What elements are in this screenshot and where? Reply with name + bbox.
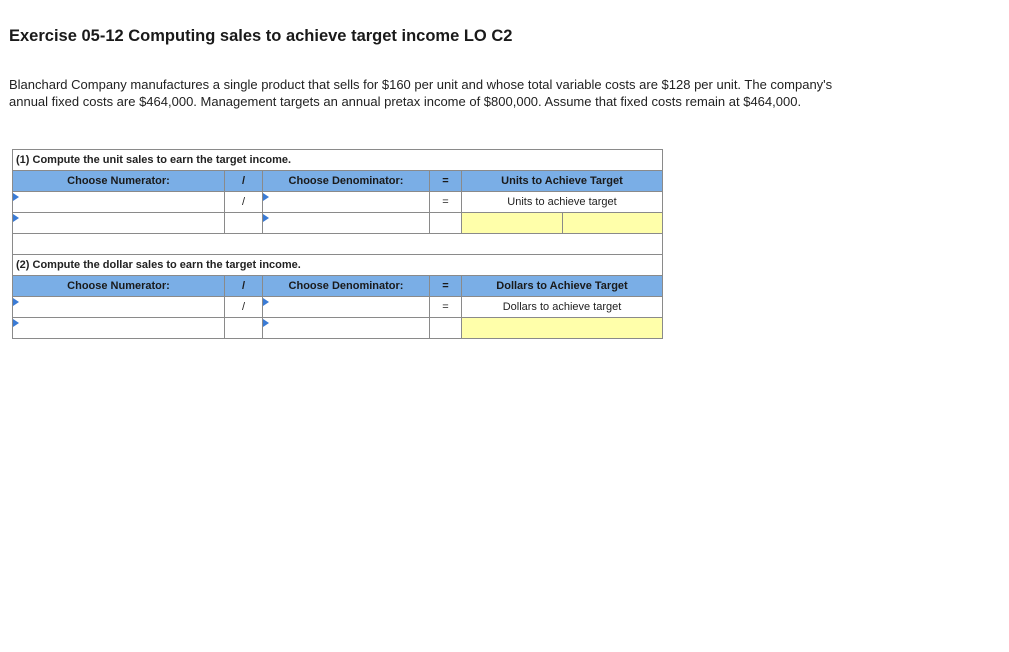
problem-text: Blanchard Company manufactures a single product that sells for $160 per unit and whose total variable costs are $128 per unit. The company's annual fixed costs are $464,000. Management targets an annual pretax income of $800,000. Assume that fixed costs remain at $464,000. [9, 77, 833, 109]
divide-sign: / [225, 192, 263, 213]
equals-sign: = [430, 192, 462, 213]
denominator-dropdown[interactable] [263, 297, 430, 318]
dropdown-arrow-icon [263, 214, 269, 222]
divide-header: / [225, 171, 263, 192]
denominator-value-input[interactable] [263, 318, 430, 339]
part2-title: (2) Compute the dollar sales to earn the target income. [13, 255, 663, 276]
denominator-dropdown[interactable] [263, 192, 430, 213]
spacer-row [13, 234, 663, 255]
result-header: Dollars to Achieve Target [462, 276, 663, 297]
dropdown-arrow-icon [263, 298, 269, 306]
divide-header: / [225, 276, 263, 297]
empty-cell [225, 213, 263, 234]
dropdown-arrow-icon [13, 214, 19, 222]
dropdown-arrow-icon [263, 193, 269, 201]
denominator-value-input[interactable] [263, 213, 430, 234]
equals-header: = [430, 276, 462, 297]
part1-title: (1) Compute the unit sales to earn the target income. [13, 150, 663, 171]
numerator-header: Choose Numerator: [13, 276, 225, 297]
numerator-value-input[interactable] [13, 213, 225, 234]
denominator-header: Choose Denominator: [263, 171, 430, 192]
denominator-header: Choose Denominator: [263, 276, 430, 297]
empty-cell [430, 213, 462, 234]
dropdown-arrow-icon [13, 319, 19, 327]
result-label: Units to achieve target [462, 192, 663, 213]
dropdown-arrow-icon [13, 298, 19, 306]
units-result-input-2[interactable] [563, 213, 663, 234]
numerator-dropdown[interactable] [13, 297, 225, 318]
exercise-title: Exercise 05-12 Computing sales to achieve target income LO C2 [9, 27, 513, 45]
divide-sign: / [225, 297, 263, 318]
empty-cell [225, 318, 263, 339]
result-label: Dollars to achieve target [462, 297, 663, 318]
numerator-dropdown[interactable] [13, 192, 225, 213]
equals-sign: = [430, 297, 462, 318]
result-header: Units to Achieve Target [462, 171, 663, 192]
empty-cell [430, 318, 462, 339]
worksheet-table [12, 149, 663, 339]
dollars-result-input[interactable] [462, 318, 663, 339]
dropdown-arrow-icon [263, 319, 269, 327]
numerator-header: Choose Numerator: [13, 171, 225, 192]
dropdown-arrow-icon [13, 193, 19, 201]
numerator-value-input[interactable] [13, 318, 225, 339]
units-result-input[interactable] [462, 213, 563, 234]
equals-header: = [430, 171, 462, 192]
